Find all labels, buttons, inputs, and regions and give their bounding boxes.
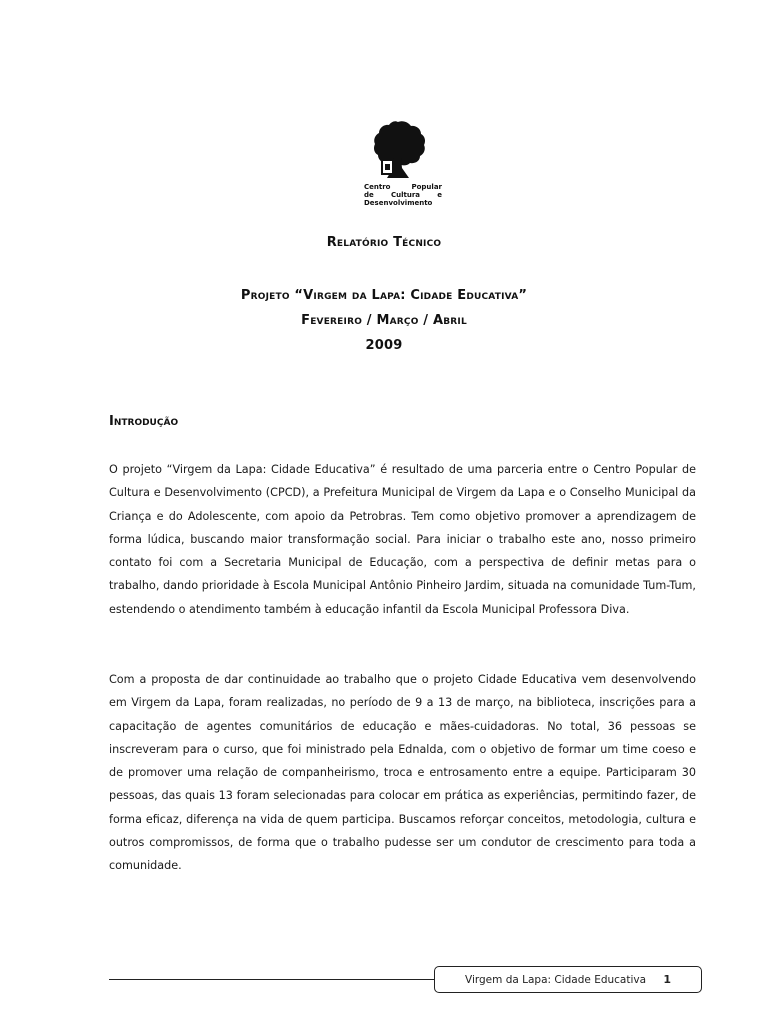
tree-icon xyxy=(370,120,426,182)
paragraph: O projeto “Virgem da Lapa: Cidade Educativa” é resultado de uma parceria entre o Centro Popular de Cultura e Desenvolvimento (CPCD), a Prefeitura Municipal de Virgem da Lapa e o Conselho Municipal da Criança e do Adolescente, com apoio da Petrobras. Tem como objetivo promover a aprendizagem de forma lúdica, buscando maior transformação social. Para iniciar o trabalho este ano, nosso primeiro contato foi com a Secretaria Municipal de Educação, com a perspectiva de definir metas para o trabalho, dando prioridade à Escola Municipal Antônio Pinheiro Jardim, situada na comunidade Tum-Tum, estendendo o atendimento também à educação infantil da Escola Municipal Professora Diva. xyxy=(109,463,696,616)
footer-rule xyxy=(109,979,435,980)
logo-word: Centro xyxy=(364,183,391,191)
organization-logo xyxy=(362,120,442,212)
logo-word: Desenvolvimento xyxy=(364,199,433,207)
project-name: Projeto “Virgem da Lapa: Cidade Educativa” xyxy=(240,288,528,303)
paragraph: Com a proposta de dar continuidade ao trabalho que o projeto Cidade Educativa vem desenvolvendo em Virgem da Lapa, foram realizadas, no período de 9 a 13 de março, na biblioteca, inscrições para a capacitação de agentes comunitários de educação e mães-cuidadoras. No total, 36 pessoas se inscreveram para o curso, que foi ministrado pela Ednalda, com o objetivo de formar um time coeso e de promover uma relação de companheirismo, troca e entrosamento entre a equipe. Participaram 30 pessoas, das quais 13 foram selecionadas para colocar em prática as experiências, permitindo fazer, de forma eficaz, diferença na vida de quem participa. Buscamos reforçar conceitos, metodologia, cultura e outros compromissos, de forma que o trabalho pudesse ser um condutor de crescimento para toda a comunidade. xyxy=(109,673,696,873)
project-months: Fevereiro / Março / Abril xyxy=(301,313,467,328)
footer xyxy=(434,966,702,993)
report-title: Relatório Técnico xyxy=(326,235,442,250)
logo-word: e xyxy=(437,191,442,199)
logo-word: Popular xyxy=(411,183,442,191)
logo-word: de xyxy=(364,191,374,199)
project-year: 2009 xyxy=(365,338,403,353)
logo-text xyxy=(364,183,442,207)
logo-word: Cultura xyxy=(390,191,421,199)
page-number: 1 xyxy=(663,973,671,986)
footer-title: Virgem da Lapa: Cidade Educativa xyxy=(465,973,647,986)
section-title-introduction: Introdução xyxy=(109,414,179,429)
